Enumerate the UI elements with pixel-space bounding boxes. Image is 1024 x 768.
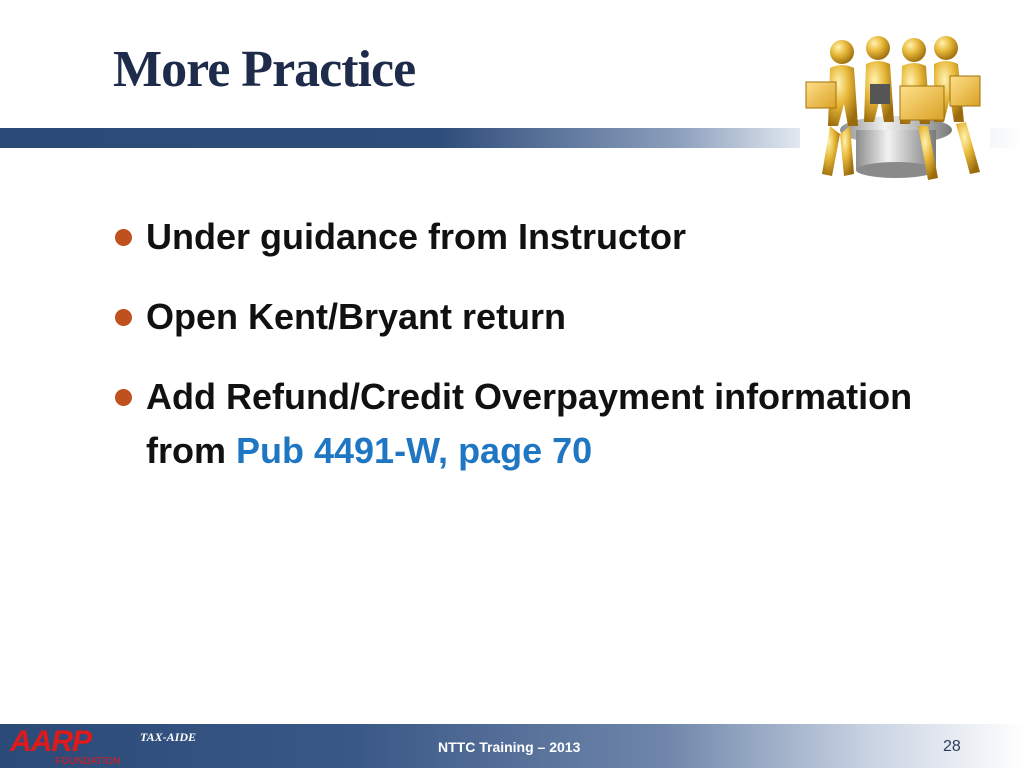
bullet-text: Open Kent/Bryant return <box>146 296 567 337</box>
pub-reference-link[interactable]: Pub 4491-W, page 70 <box>236 430 593 471</box>
bullet-marker <box>115 309 132 326</box>
bullet-text: Add Refund/Credit Overpayment information from <box>146 376 913 471</box>
bullet-item <box>113 370 933 478</box>
aarp-foundation-label: FOUNDATION <box>55 756 121 767</box>
bullet-item <box>113 210 933 264</box>
tax-aide-label: TAX-AIDE <box>140 730 197 744</box>
gold-figures-with-laptops-icon <box>800 34 990 190</box>
page-number: 28 <box>943 738 961 755</box>
bullet-text: Under guidance from Instructor <box>146 216 687 257</box>
bullet-list <box>113 210 933 504</box>
bullet-item <box>113 290 933 344</box>
slide-title: More Practice <box>113 41 416 98</box>
title-divider-bar <box>0 128 800 148</box>
bullet-marker <box>115 389 132 406</box>
footer-training-label: NTTC Training – 2013 <box>438 739 581 755</box>
bullet-marker <box>115 229 132 246</box>
title-divider-tail <box>990 128 1024 148</box>
aarp-logo: AARP <box>10 725 92 758</box>
